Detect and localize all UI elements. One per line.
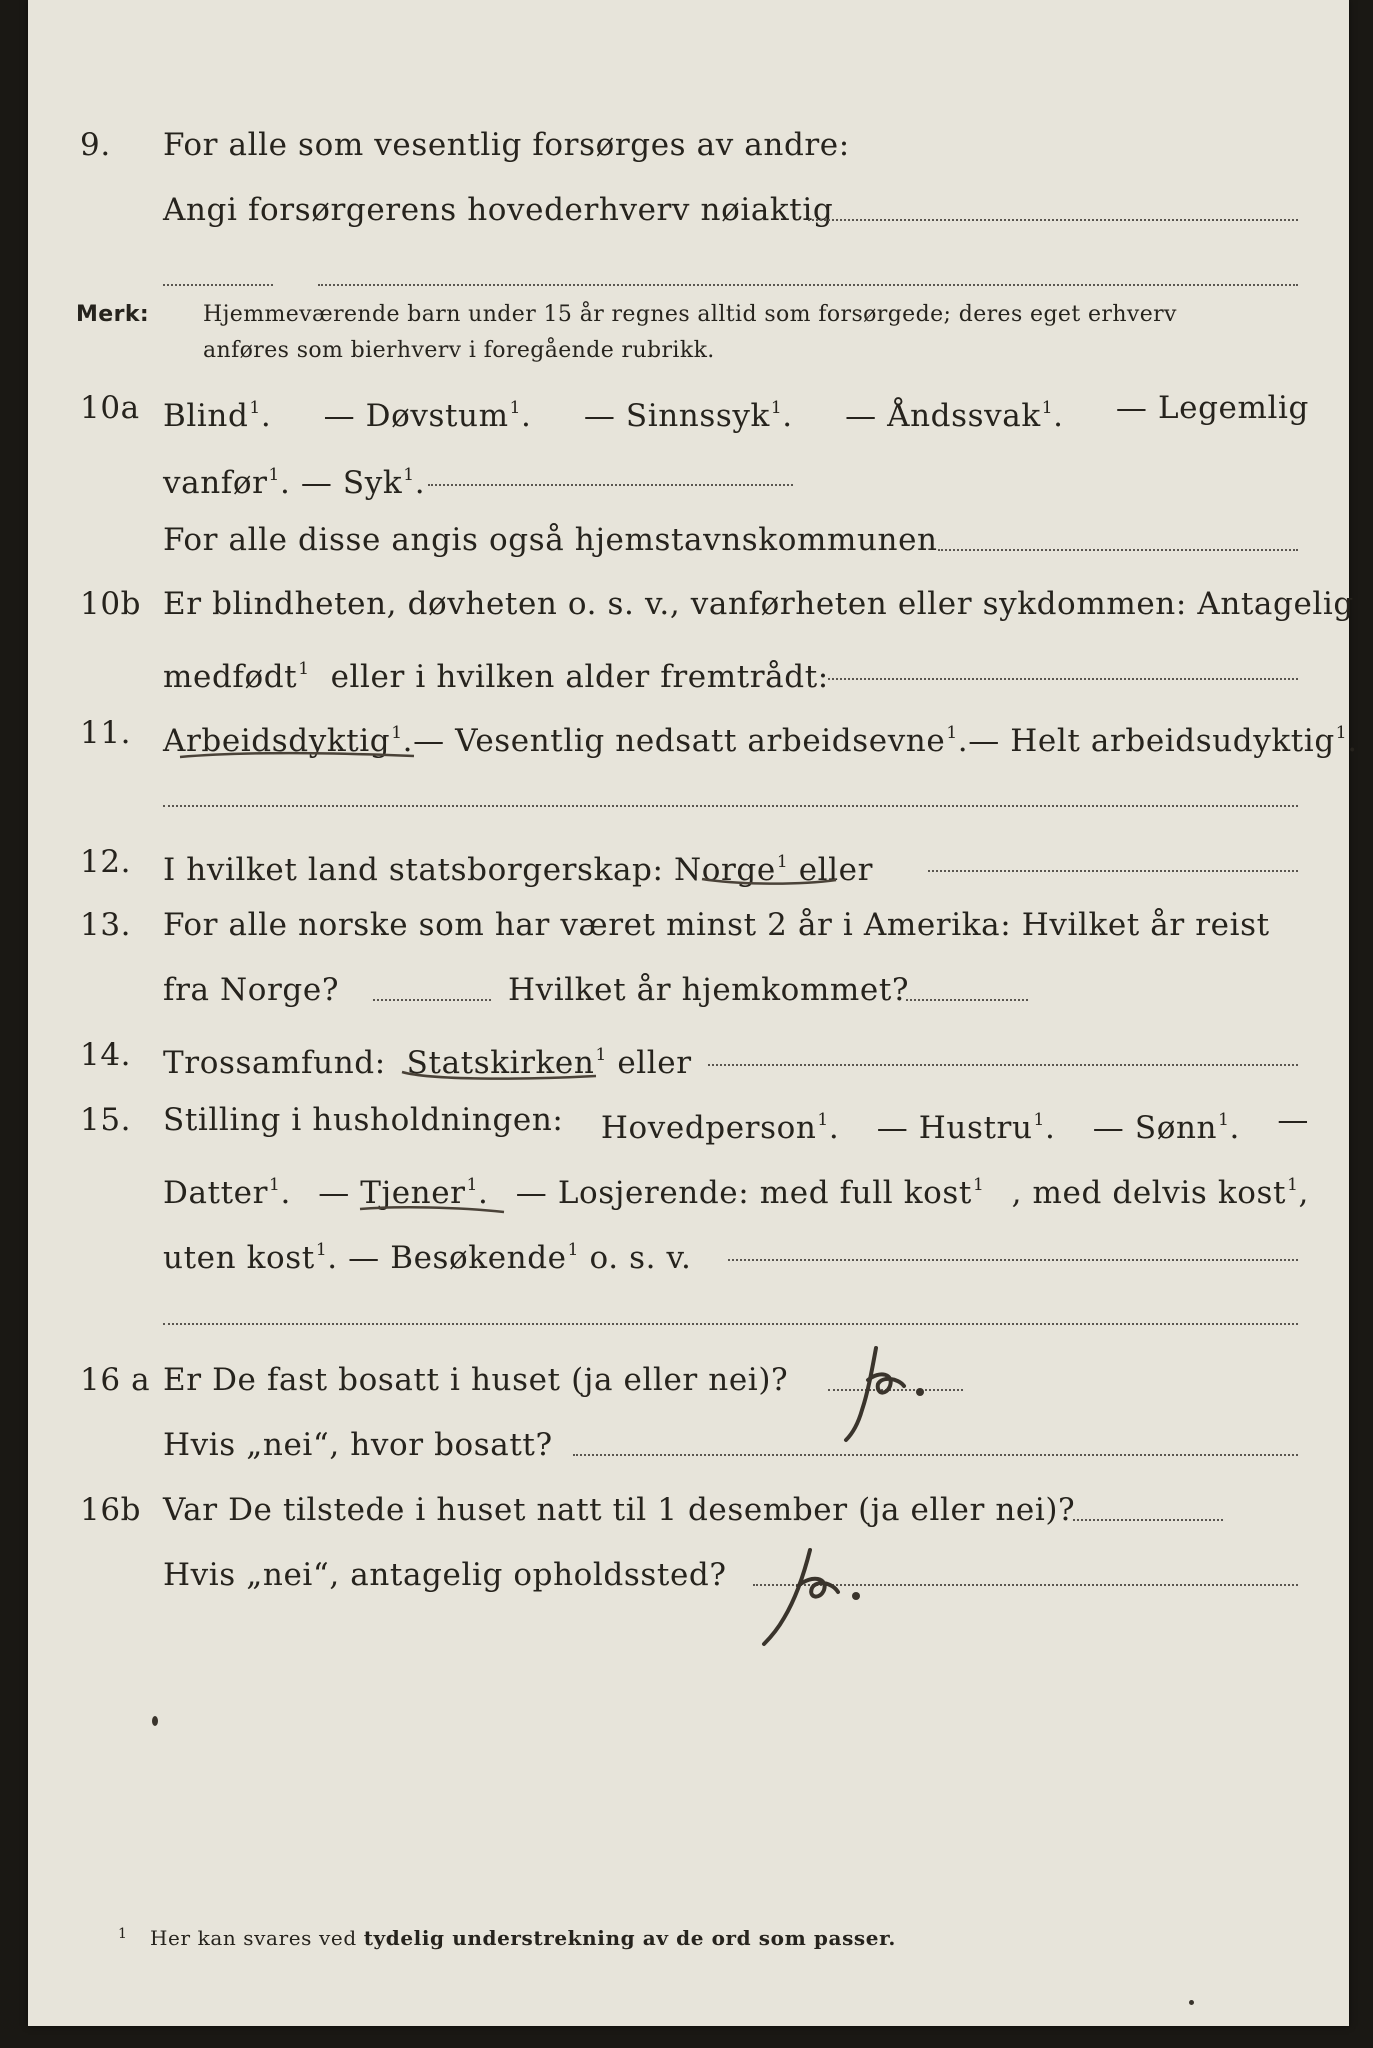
- footnote-bold: tydelig understrekning av de ord som passer.: [363, 1926, 896, 1950]
- q14-line: Trossamfund: Statskirken$^1$ eller: [163, 1045, 692, 1081]
- q13-number: 13.: [80, 907, 132, 943]
- q9-line2: Angi forsørgerens hovederhverv nøiaktig: [163, 192, 834, 228]
- q10a-sinnssyk: — Sinnssyk: [583, 398, 770, 434]
- q13-reist-answer-line[interactable]: [373, 999, 491, 1001]
- q15-line1: Stilling i husholdningen: Hovedperson$^1$. — Hustru$^1$. — Sønn$^1$. —: [163, 1102, 1309, 1146]
- q10a-dovstum: — Døvstum: [323, 398, 509, 434]
- q15-line3: uten kost$^1$. — Besøkende$^1$ o. s. v.: [163, 1240, 692, 1276]
- q16b-answer-line[interactable]: [1073, 1519, 1223, 1521]
- q10a-line3: For alle disse angis også hjemstavnskommunen: [163, 522, 938, 558]
- q10a-line2: vanfør$^1$. — Syk$^1$.: [163, 465, 426, 501]
- q10a-legemlig: — Legemlig: [1115, 390, 1309, 426]
- q13-line2a: fra Norge?: [163, 972, 340, 1008]
- q9-line1: For alle som vesentlig forsørges av andre:: [163, 127, 850, 163]
- q9-answer-line-2a[interactable]: [163, 284, 273, 286]
- q10a-number: 10a: [80, 390, 140, 426]
- q11-nedsatt: — Vesentlig nedsatt arbeidsevne: [413, 723, 946, 759]
- q9-answer-line[interactable]: [808, 219, 1298, 221]
- q9-number: 9.: [80, 127, 111, 163]
- q10b-line1: Er blindheten, døvheten o. s. v., vanførheten eller sykdommen: Antagelig: [163, 586, 1354, 622]
- q16b-handwritten-answer: [738, 1540, 908, 1650]
- q10b-line2: medfødt$^1$ eller i hvilken alder fremtrådt:: [163, 659, 829, 695]
- q14-number: 14.: [80, 1037, 132, 1073]
- q13-hjemkommet-answer-line[interactable]: [906, 999, 1028, 1001]
- merk-line2: anføres som bierhverv i foregående rubrikk.: [203, 338, 715, 363]
- q16a-line1: Er De fast bosatt i huset (ja eller nei)?: [163, 1362, 789, 1398]
- q14-answer-line[interactable]: [708, 1064, 1298, 1066]
- q10a-line1: Blind$^1$. — Døvstum$^1$. — Sinnssyk$^1$. — Åndssvak$^1$. — Legemlig: [163, 390, 1309, 434]
- q15-number: 15.: [80, 1102, 132, 1138]
- footnote-mark: 1: [118, 1926, 128, 1942]
- q12-norge: Norge: [674, 852, 776, 888]
- q14-statskirken: Statskirken: [406, 1045, 595, 1081]
- q10b-number: 10b: [80, 586, 142, 622]
- q13-line2b: Hvilket år hjemkommet?: [508, 972, 910, 1008]
- q13-line1: For alle norske som har været minst 2 år i Amerika: Hvilket år reist: [163, 907, 1270, 943]
- q12-line: I hvilket land statsborgerskap: Norge$^1$ eller: [163, 852, 874, 888]
- q15-tjener: — Tjener: [318, 1175, 466, 1211]
- q16a-line2: Hvis „nei“, hvor bosatt?: [163, 1427, 553, 1463]
- merk-label: Merk:: [76, 302, 150, 327]
- q10b-answer-line[interactable]: [828, 678, 1298, 680]
- q11-arbeidsdyktig: Arbeidsdyktig: [163, 723, 391, 759]
- q10a-andssvak: — Åndssvak: [845, 398, 1041, 434]
- footnote-text: Her kan svares ved tydelig understrekning av de ord som passer.: [150, 1926, 896, 1950]
- q11-udyktig: — Helt arbeidsudyktig: [968, 723, 1335, 759]
- q16b-number: 16b: [80, 1492, 142, 1528]
- q16a-handwritten-answer: [828, 1340, 968, 1450]
- q12-underline-mark: [700, 874, 840, 888]
- q10a-syk-answer-line[interactable]: [428, 484, 793, 486]
- q11-answer-line[interactable]: [163, 805, 1298, 807]
- q11-line: Arbeidsdyktig$^1$. — Vesentlig nedsatt arbeidsevne$^1$. — Helt arbeidsudyktig$^1$.: [163, 723, 1358, 759]
- q10a-hjemstavn-answer-line[interactable]: [938, 549, 1298, 551]
- q15-answer-line[interactable]: [728, 1259, 1298, 1261]
- q12-answer-line[interactable]: [928, 870, 1298, 872]
- q16b-line1: Var De tilstede i huset natt til 1 desember (ja eller nei)?: [163, 1492, 1076, 1528]
- q15-answer-line-2[interactable]: [163, 1323, 1298, 1325]
- census-form-page: [28, 0, 1358, 2026]
- q11-number: 11.: [80, 715, 132, 751]
- q16a-bosatt-answer-line[interactable]: [573, 1454, 1298, 1456]
- ink-blot: [152, 1716, 158, 1726]
- q15-line2: Datter$^1$. — Tjener$^1$. — Losjerende: med full kost$^1$ , med delvis kost$^1$,: [163, 1175, 1309, 1211]
- q10a-blind: Blind: [163, 398, 249, 434]
- q16b-line2: Hvis „nei“, antagelig opholdssted?: [163, 1557, 727, 1593]
- ink-dot: [1189, 2000, 1194, 2005]
- q16a-number: 16 a: [80, 1362, 151, 1398]
- q12-number: 12.: [80, 844, 132, 880]
- q14-underline-mark: [400, 1068, 600, 1084]
- q11-underline-mark: [178, 748, 418, 762]
- merk-line1: Hjemmeværende barn under 15 år regnes alltid som forsørgede; deres eget erhverv: [203, 302, 1177, 327]
- q15-underline-mark: [358, 1202, 508, 1216]
- q9-answer-line-2b[interactable]: [318, 284, 1298, 286]
